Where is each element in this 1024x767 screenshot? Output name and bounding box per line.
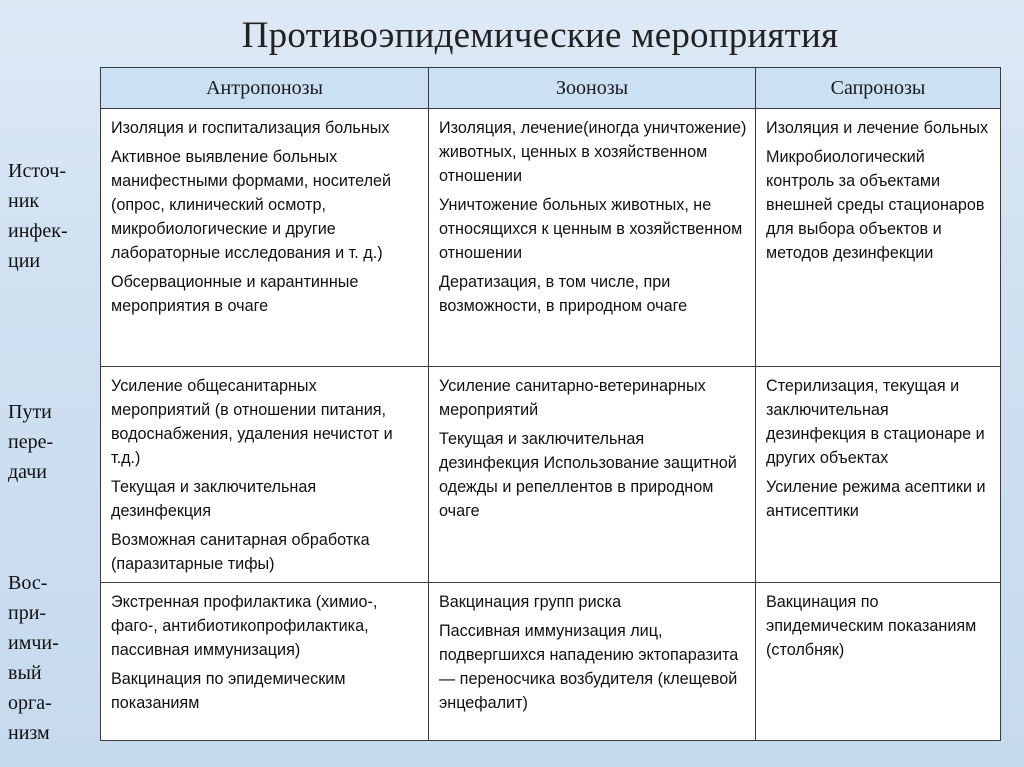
row-label-line: ник	[8, 190, 40, 212]
header-zoonoses: Зоонозы	[429, 68, 756, 109]
cell-text: Стерилизация, текущая и заключительная дезинфекция в стационаре и других объектах	[766, 377, 985, 467]
header-anthroponoses: Антропонозы	[101, 68, 429, 109]
cell-text: Вакцинация групп риска	[439, 593, 622, 611]
row-label-line: орга-	[8, 692, 52, 714]
table-cell	[756, 367, 1001, 583]
measures-table	[100, 67, 1001, 741]
table-row-transmission	[101, 367, 1001, 583]
row-label-transmission	[8, 397, 88, 487]
row-label-line: имчи-	[8, 632, 59, 654]
cell-text: Экстренная профилактика (химио-, фаго-, антибиотикопрофилактика, пассивная иммунизация)	[111, 593, 378, 659]
row-label-line: низм	[8, 722, 50, 744]
table-cell	[101, 109, 429, 367]
table-row-infection-source	[101, 109, 1001, 367]
row-label-infection-source	[8, 156, 88, 276]
cell-text: Микробиологический контроль за объектами внешней среды стационаров для выбора объектов и методов дезинфекции	[766, 148, 985, 262]
row-label-line: Источ-	[8, 160, 66, 182]
slide-title: Противоэпидемические мероприятия	[241, 15, 839, 56]
header-sapronoses: Сапронозы	[756, 68, 1001, 109]
cell-text: Возможная санитарная обработка (паразитарные тифы)	[111, 531, 370, 573]
cell-text: Изоляция и госпитализация больных	[111, 119, 390, 137]
row-label-line: вый	[8, 662, 42, 684]
cell-text: Обсервационные и карантинные мероприятия в очаге	[111, 273, 359, 315]
row-label-line: ции	[8, 250, 41, 272]
row-label-line: при-	[8, 602, 47, 624]
table-cell	[429, 109, 756, 367]
row-label-line: Пути	[8, 401, 52, 423]
table-cell	[101, 583, 429, 741]
cell-text: Вакцинация по эпидемическим показаниям	[111, 670, 346, 712]
cell-text: Текущая и заключительная дезинфекция	[111, 478, 317, 520]
table-cell	[101, 367, 429, 583]
table-cell	[756, 583, 1001, 741]
row-label-line: дачи	[8, 461, 48, 483]
row-label-line: Вос-	[8, 572, 48, 594]
table-cell	[756, 109, 1001, 367]
cell-text: Усиление общесанитарных мероприятий (в отношении питания, водоснабжения, удаления нечистот и т.д.)	[111, 377, 393, 467]
table-row-susceptible-organism	[101, 583, 1001, 741]
cell-text: Пассивная иммунизация лиц, подвергшихся нападению эктопаразита — переносчика возбудителя (клещевой энцефалит)	[439, 622, 739, 712]
cell-text: Изоляция и лечение больных	[766, 119, 989, 137]
row-label-line: инфек-	[8, 220, 68, 242]
cell-text: Уничтожение больных животных, не относящихся к ценным в хозяйственном отношении	[439, 196, 743, 262]
table-cell	[429, 367, 756, 583]
cell-text: Активное выявление больных манифестными формами, носителей (опрос, клинический осмотр, микробиологические и другие лабораторные исследования и т. д.)	[111, 148, 392, 262]
cell-text: Дератизация, в том числе, при возможности, в природном очаге	[439, 273, 688, 315]
cell-text: Изоляция, лечение(иногда уничтожение) животных, ценных в хозяйственном отношении	[439, 119, 747, 185]
cell-text: Усиление санитарно-ветеринарных мероприятий	[439, 377, 706, 419]
cell-text: Усиление режима асептики и антисептики	[766, 478, 986, 520]
row-label-susceptible-organism	[8, 568, 88, 748]
table-header-row	[101, 68, 1001, 109]
row-label-line: пере-	[8, 431, 54, 453]
table-cell	[429, 583, 756, 741]
cell-text: Вакцинация по эпидемическим показаниям (столбняк)	[766, 593, 977, 659]
cell-text: Текущая и заключительная дезинфекция Использование защитной одежды и репеллентов в природном очаге	[439, 430, 737, 520]
